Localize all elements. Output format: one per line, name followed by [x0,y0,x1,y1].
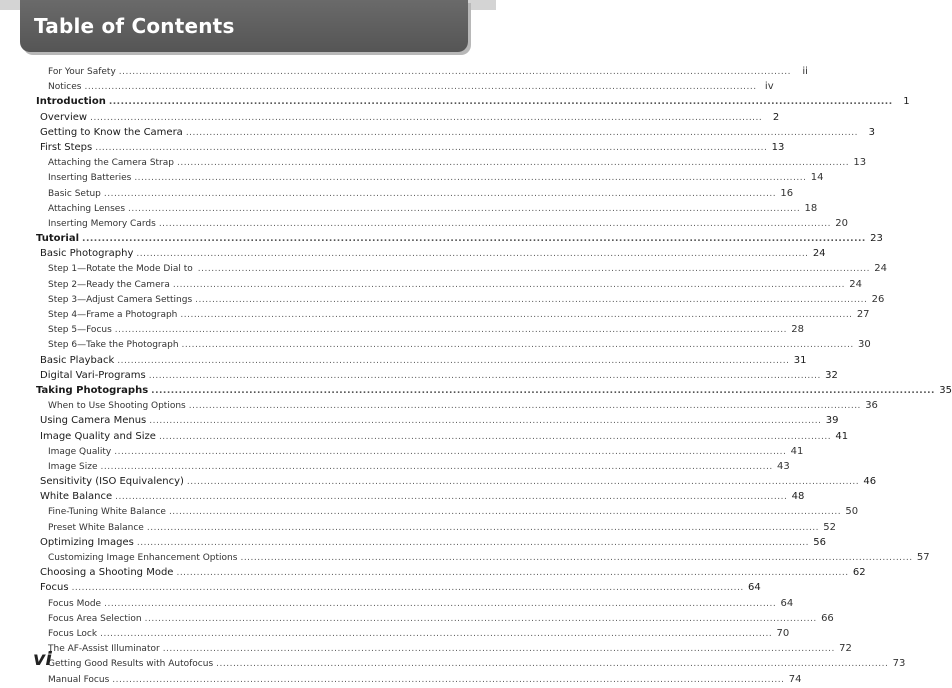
dot-leader: ........................................................................................................................................................................................................ [181,340,854,351]
toc-entry-label: Attaching the Camera Strap [48,158,174,169]
toc-entry-page: 27 [856,309,870,320]
toc-entry-page: 26 [871,293,885,305]
toc-entry[interactable] [36,413,839,428]
dot-leader: ........................................................................................................................................................................................................ [176,158,850,169]
dot-leader: ........................................................................................................................................................................................................ [158,431,832,442]
dot-leader: ........................................................................................................................................................................................................ [158,218,831,229]
toc-entry[interactable] [36,307,870,322]
toc-entry-page: 74 [788,673,802,685]
toc-entry[interactable] [36,429,849,444]
toc-entry-label: Basic Playback [40,354,115,366]
toc-entry-page: 56 [813,536,827,548]
dot-leader: ........................................................................................................................................................................................................ [82,234,866,245]
dot-leader: ........................................................................................................................................................................................................ [146,522,820,533]
toc-entry-page: ii [802,66,808,77]
toc-entry[interactable] [36,611,834,626]
dot-leader: ........................................................................................................................................................................................................ [90,112,763,123]
toc-entry-page: 24 [812,248,826,260]
toc-entry-label: Tutorial [36,233,80,245]
toc-entry-page: 32 [825,369,838,381]
toc-entry-page: 41 [790,445,804,457]
toc-entry[interactable] [36,186,794,201]
toc-entry[interactable] [36,246,826,261]
dot-leader: ........................................................................................................................................................................................................ [168,507,842,518]
toc-entry-page: 3 [868,126,875,138]
dot-leader: ........................................................................................................................................................................................................ [115,492,788,503]
dot-leader: ........................................................................................................................................................................................................ [136,249,809,260]
toc-entry-label: Fine-Tuning White Balance [48,507,166,518]
toc-entry-page: 23 [870,233,883,245]
toc-entry-label: Basic Setup [48,188,101,199]
dot-leader: ........................................................................................................................................................................................................ [117,355,790,366]
toc-entry-page: 36 [865,400,878,412]
dot-leader: ........................................................................................................................................................................................................ [100,461,773,472]
toc-entry[interactable] [36,520,837,535]
toc-entry[interactable] [36,140,785,155]
toc-entry[interactable] [36,656,906,671]
toc-entry-page: 18 [804,202,818,214]
toc-entry-page: 24 [874,263,887,275]
toc-entry[interactable] [36,231,883,246]
dot-leader: ........................................................................................................................................................................................................ [176,568,849,579]
toc-entry-label: Customizing Image Enhancement Options [48,553,238,563]
toc-entry[interactable] [36,94,910,109]
toc-entry-label: Inserting Memory Cards [48,218,156,229]
toc-entry-label: Step 1—Rotate the Mode Dial to [48,264,193,275]
toc-entry-page: 50 [845,506,859,518]
dot-leader: ........................................................................................................................................................................................................ [112,674,785,685]
toc-entry[interactable] [36,337,871,352]
toc-entry-page: 43 [776,460,790,472]
dot-leader: ........................................................................................................................................................................................................ [104,598,777,609]
toc-entry-page: 28 [791,324,804,336]
page-number: vi [33,648,52,670]
dot-leader: ........................................................................................................................................................................................................ [185,127,858,138]
toc-entry-label: Focus [40,582,69,594]
toc-entry-label: For Your Safety [48,67,116,77]
toc-entry[interactable] [36,261,887,276]
toc-entry[interactable] [36,474,877,489]
dot-leader: ........................................................................................................................................................................................................ [95,142,768,153]
toc-entry-page: 41 [835,430,849,442]
toc-entry-page: 1 [903,96,910,108]
toc-entry[interactable] [36,64,808,79]
toc-entry-label: First Steps [40,141,93,153]
toc-entry-page: 64 [748,582,761,594]
toc-entry-label: Step 5—Focus [48,325,112,336]
toc-entry-label: Preset White Balance [48,522,144,533]
toc-entry-page: 39 [825,415,839,427]
toc-entry-label: Step 4—Frame a Photograph [48,310,178,320]
dot-leader: ........................................................................................................................................................................................................ [195,294,868,305]
toc-entry[interactable] [36,565,866,580]
toc-entry-page: 70 [776,627,790,639]
toc-entry-page: 66 [821,612,834,624]
toc-entry[interactable] [36,672,802,687]
dot-leader: ........................................................................................................................................................................................................ [114,446,787,457]
toc-entry-label: Optimizing Images [40,536,134,548]
toc-entry-label: Choosing a Shooting Mode [40,567,174,579]
toc-entry-page: 30 [857,339,871,351]
dot-leader: ........................................................................................................................................................................................................ [136,537,810,548]
toc-entry-label: Getting to Know the Camera [40,126,183,138]
toc-entry[interactable] [36,110,780,125]
toc-entry-page: 31 [793,354,807,366]
toc-entry[interactable] [36,79,774,94]
dot-leader: ........................................................................................................................................................................................................ [180,310,853,320]
toc-entry-label: Step 3—Adjust Camera Settings [48,294,193,305]
toc-entry[interactable] [36,398,878,413]
toc-entry-label: Digital Vari-Programs [40,369,146,381]
toc-entry-page: 73 [892,658,906,670]
dot-leader: ........................................................................................................................................................................................................ [197,264,870,275]
toc-entry-page: 64 [780,597,794,609]
dot-leader: ........................................................................................................................................................................................................ [148,370,821,381]
toc-entry-label: Focus Lock [48,628,98,639]
toc-entry-label: Inserting Batteries [48,173,132,184]
dot-leader: ........................................................................................................................................................................................................ [144,613,817,624]
toc-entry-page: 35 [939,384,952,396]
toc-entry-label: Step 6—Take the Photograph [48,340,179,351]
toc-entry-page: 16 [780,187,794,199]
toc-entry-label: Taking Photographs [36,384,149,396]
toc-entry-page: 13 [771,141,785,153]
dot-leader: ........................................................................................................................................................................................................ [100,628,773,639]
toc-entry[interactable] [36,277,863,292]
toc-entry[interactable] [36,216,848,231]
toc-entry-page: 46 [863,476,877,488]
toc-entry-page: 48 [791,491,805,503]
dot-leader: ........................................................................................................................................................................................................ [151,385,935,396]
toc-entry-page: 57 [916,552,930,563]
toc-entry[interactable] [36,201,818,216]
dot-leader: ........................................................................................................................................................................................................ [186,477,860,488]
dot-leader: ........................................................................................................................................................................................................ [103,188,777,199]
toc-entry[interactable] [36,489,805,504]
toc-entry-label: Introduction [36,96,106,108]
toc-entry-label: Getting Good Results with Autofocus [48,659,214,670]
header-banner [0,0,496,56]
toc-entry-label: Overview [40,111,88,123]
dot-leader: ........................................................................................................................................................................................................ [162,644,835,655]
toc-entry[interactable] [36,504,859,519]
toc-entry-page: 24 [849,278,863,290]
toc-entry-page: 14 [810,172,824,184]
dot-leader: ........................................................................................................................................................................................................ [240,553,913,563]
toc-entry[interactable] [36,125,875,140]
toc-entry-label: Focus Mode [48,598,102,609]
dot-leader: ........................................................................................................................................................................................................ [108,97,893,108]
toc-entry[interactable] [36,580,761,595]
toc-entry-label: Image Quality [48,446,112,457]
dot-leader: ........................................................................................................................................................................................................ [128,203,801,214]
toc-entry[interactable] [36,459,790,474]
toc-entry[interactable] [36,444,804,459]
toc-entry-page: 2 [772,111,780,123]
dot-leader: ........................................................................................................................................................................................................ [188,401,861,412]
toc-entry[interactable] [36,626,790,641]
dot-leader: ........................................................................................................................................................................................................ [84,82,757,93]
dot-leader: ........................................................................................................................................................................................................ [134,173,807,184]
toc-entry-label: Focus Area Selection [48,613,142,624]
toc-entry-page: 13 [853,157,867,169]
toc-entry-label: Attaching Lenses [48,203,126,214]
toc-entry-page: 62 [852,567,866,579]
dot-leader: ........................................................................................................................................................................................................ [149,416,822,427]
toc-entry-label: Notices [48,82,82,93]
toc-entry[interactable] [36,155,867,170]
toc-entry[interactable] [36,353,807,368]
toc-entry-label: The AF-Assist Illuminator [48,644,160,655]
toc-entry-label: Step 2—Ready the Camera [48,279,170,290]
dot-leader: ........................................................................................................................................................................................................ [118,67,791,77]
toc-entry[interactable] [36,170,824,185]
table-of-contents [36,64,952,687]
toc-entry-page: 20 [835,217,848,229]
toc-entry-label: Image Size [48,461,98,472]
dot-leader: ........................................................................................................................................................................................................ [71,583,744,594]
toc-entry-label: When to Use Shooting Options [48,401,186,412]
toc-entry-label: White Balance [40,491,113,503]
toc-entry-page: 72 [839,643,852,655]
toc-entry-label: Using Camera Menus [40,415,147,427]
toc-entry[interactable] [36,322,804,337]
toc-entry[interactable] [36,535,827,550]
toc-entry-label: Sensitivity (ISO Equivalency) [40,476,184,488]
toc-entry-label: Image Quality and Size [40,430,156,442]
toc-entry[interactable] [36,383,952,398]
toc-entry-label: Manual Focus [48,674,110,685]
dot-leader: ........................................................................................................................................................................................................ [216,659,889,670]
toc-entry[interactable] [36,596,794,611]
dot-leader: ........................................................................................................................................................................................................ [172,279,846,290]
dot-leader: ........................................................................................................................................................................................................ [114,325,787,336]
toc-entry[interactable] [36,368,838,383]
toc-entry-page: iv [764,81,774,93]
page-title: Table of Contents [34,14,235,38]
toc-entry[interactable] [36,292,885,307]
toc-entry[interactable] [36,641,852,656]
toc-entry-label: Basic Photography [40,248,134,260]
toc-entry-page: 52 [823,521,837,533]
toc-entry[interactable] [36,550,930,565]
